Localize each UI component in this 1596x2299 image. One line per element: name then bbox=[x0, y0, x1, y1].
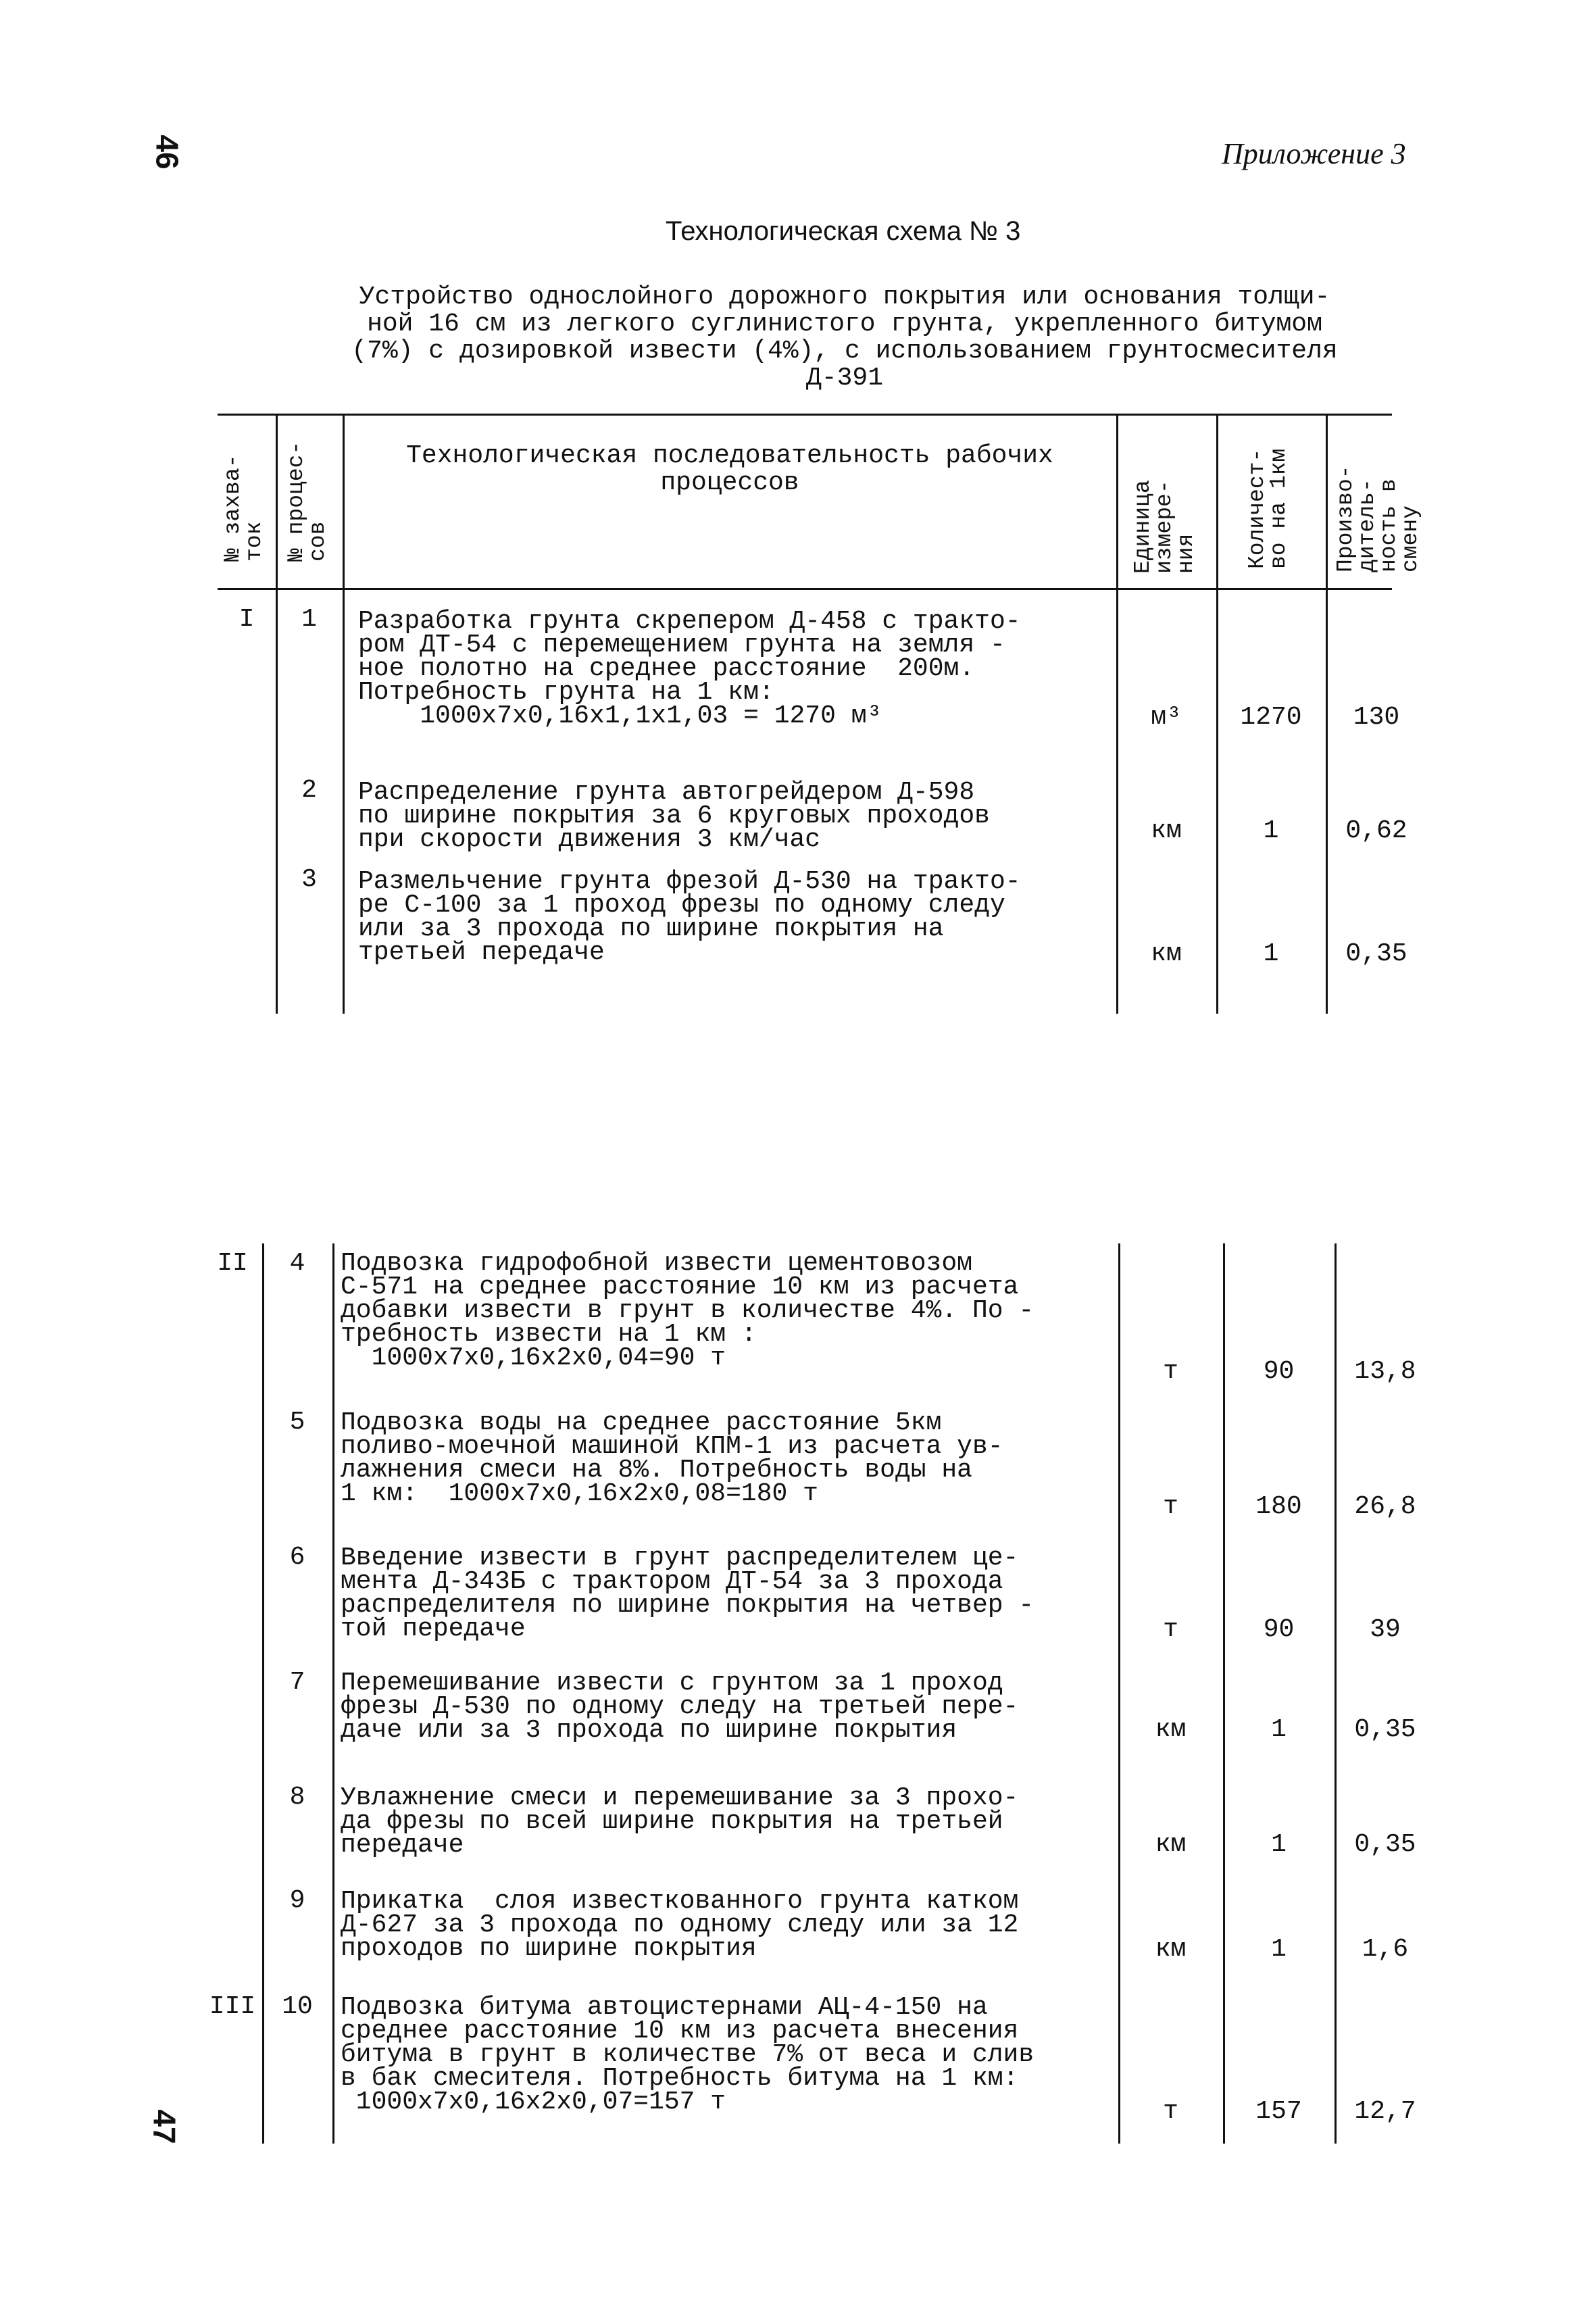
row2-quantity: 1 bbox=[1263, 816, 1279, 845]
row9-process: 9 bbox=[289, 1886, 305, 1915]
row9-text: Прикатка слоя известкованного грунта катком Д-627 за 3 прохода по одному следу или за 12 проходов по ширине покрытия bbox=[341, 1887, 1019, 1963]
row4-process: 4 bbox=[289, 1249, 305, 1278]
row6-text: Введение извести в грунт распределителем це- мента Д-343Б с трактором ДТ-54 за 3 прохода распределителя по ширине покрытия на четвер - той передаче bbox=[341, 1543, 1034, 1643]
row1-productivity: 130 bbox=[1353, 703, 1400, 732]
row1-quantity: 1270 bbox=[1240, 703, 1302, 732]
row7-process: 7 bbox=[289, 1668, 305, 1697]
row8-productivity: 0,35 bbox=[1354, 1830, 1416, 1859]
row7-quantity: 1 bbox=[1271, 1715, 1287, 1744]
header-productivity: Произво- дитель- ность в смену bbox=[1333, 465, 1423, 572]
row3-quantity: 1 bbox=[1263, 939, 1279, 968]
row5-productivity: 26,8 bbox=[1354, 1492, 1416, 1521]
row9-quantity: 1 bbox=[1271, 1935, 1287, 1964]
row8-process: 8 bbox=[289, 1783, 305, 1812]
appendix-label: Приложение 3 bbox=[1222, 137, 1406, 170]
row2-unit: км bbox=[1151, 816, 1182, 845]
row10-zakhvatka: III bbox=[209, 1992, 256, 2021]
bottom-page-number: 47 bbox=[147, 2109, 182, 2144]
bottom-col-divider-2 bbox=[332, 1243, 334, 2144]
row6-process: 6 bbox=[289, 1543, 305, 1572]
header-protsessov: № процес- сов bbox=[284, 441, 330, 562]
row1-zakhvatka: I bbox=[239, 605, 255, 634]
description-line-4: Д-391 bbox=[805, 364, 884, 393]
top-col-divider-1 bbox=[276, 414, 278, 1014]
row4-zakhvatka: II bbox=[217, 1249, 248, 1278]
row5-quantity: 180 bbox=[1255, 1492, 1302, 1521]
row5-unit: т bbox=[1163, 1492, 1178, 1521]
row3-text: Размельчение грунта фрезой Д-530 на тракто- ре С-100 за 1 проход фрезы по одному следу или за 3 прохода по ширине покрытия на третьей передаче bbox=[358, 867, 1021, 967]
row5-text: Подвозка воды на среднее расстояние 5км поливо-моечной машиной КПМ-1 из расчета ув- лажнения смеси на 8%. Потребность воды на 1 км: 1000х7х0,16х2х0,08=180 т bbox=[341, 1408, 1003, 1508]
row8-text: Увлажнение смеси и перемешивание за 3 прохо- да фрезы по всей ширине покрытия на третьей передаче bbox=[341, 1783, 1019, 1860]
scheme-title: Технологическая схема № 3 bbox=[666, 216, 1021, 246]
row6-quantity: 90 bbox=[1263, 1615, 1295, 1644]
row9-unit: км bbox=[1155, 1935, 1187, 1964]
row10-unit: т bbox=[1163, 2097, 1178, 2126]
header-unit: Единица измере- ния bbox=[1130, 480, 1199, 574]
row4-productivity: 13,8 bbox=[1354, 1357, 1416, 1386]
row1-unit: м³ bbox=[1151, 703, 1182, 732]
description-line-2: ной 16 см из легкого суглинистого грунта, укрепленного битумом bbox=[367, 310, 1322, 339]
row3-unit: км bbox=[1151, 939, 1182, 968]
description-line-1: Устройство однослойного дорожного покрытия или основания толщи- bbox=[359, 282, 1330, 312]
row3-productivity: 0,35 bbox=[1345, 939, 1407, 968]
top-col-divider-2 bbox=[343, 414, 345, 1014]
row7-unit: км bbox=[1155, 1715, 1187, 1744]
header-quantity: Количест- во на 1км bbox=[1245, 448, 1291, 569]
row2-process: 2 bbox=[301, 776, 317, 805]
row6-unit: т bbox=[1163, 1615, 1178, 1644]
row2-text: Распределение грунта автогрейдером Д-598 по ширине покрытия за 6 круговых проходов при скорости движения 3 км/час bbox=[358, 778, 990, 854]
row8-quantity: 1 bbox=[1271, 1830, 1287, 1859]
row4-unit: т bbox=[1163, 1357, 1178, 1386]
row1-process: 1 bbox=[301, 605, 317, 634]
header-zakhvatok: № захва- ток bbox=[220, 454, 267, 562]
row10-process: 10 bbox=[282, 1992, 313, 2021]
row4-text: Подвозка гидрофобной извести цементовозом С-571 на среднее расстояние 10 км из расчета добавки извести в грунт в количестве 4%. По - требность извести на 1 км : 1000х7х0,16х2х0,04=90 т bbox=[341, 1249, 1034, 1373]
header-sequence: Технологическая последовательность рабочих процессов bbox=[406, 441, 1053, 497]
row1-text: Разработка грунта скрепером Д-458 с тракто- ром ДТ-54 с перемещением грунта на земля - ное полотно на среднее расстояние 200м. Потребность грунта на 1 км: 1000х7х0,16х1,1х1,03 = 1270 м³ bbox=[358, 607, 1021, 731]
left-page-number: 46 bbox=[149, 134, 185, 170]
row6-productivity: 39 bbox=[1370, 1615, 1401, 1644]
row10-productivity: 12,7 bbox=[1354, 2097, 1416, 2126]
row3-process: 3 bbox=[301, 865, 317, 894]
scheme-description bbox=[291, 284, 1399, 392]
row2-productivity: 0,62 bbox=[1345, 816, 1407, 845]
row8-unit: км bbox=[1155, 1830, 1187, 1859]
row5-process: 5 bbox=[289, 1408, 305, 1437]
description-line-3: (7%) с дозировкой извести (4%), с использованием грунтосмесителя bbox=[351, 337, 1338, 366]
row7-text: Перемешивание извести с грунтом за 1 проход фрезы Д-530 по одному следу на третьей пере- даче или за 3 прохода по ширине покрытия bbox=[341, 1668, 1019, 1745]
row10-text: Подвозка битума автоцистернами АЦ-4-150 на среднее расстояние 10 км из расчета внесения битума в грунт в количестве 7% от веса и слив в бак смесителя. Потребность битума на 1 км: 1000х7х0,16х2х0,07=157 т bbox=[341, 1993, 1034, 2117]
row4-quantity: 90 bbox=[1263, 1357, 1295, 1386]
row7-productivity: 0,35 bbox=[1354, 1715, 1416, 1744]
row9-productivity: 1,6 bbox=[1362, 1935, 1409, 1964]
row10-quantity: 157 bbox=[1255, 2097, 1302, 2126]
